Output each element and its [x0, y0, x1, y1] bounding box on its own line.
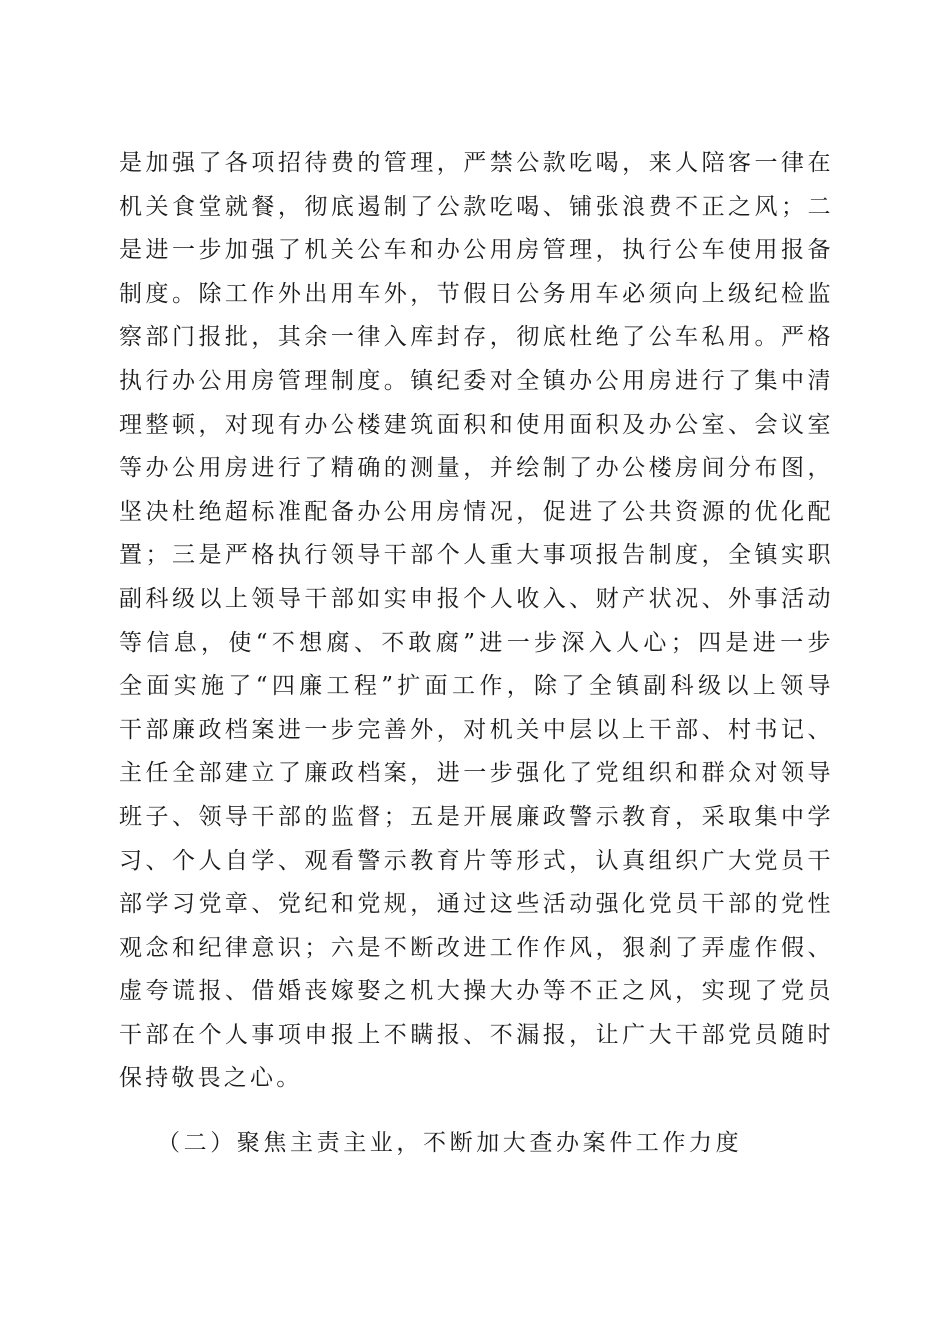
paragraph-line: 主任全部建立了廉政档案，进一步强化了党组织和群众对领导 — [119, 760, 831, 787]
paragraph-line: 置；三是严格执行领导干部个人重大事项报告制度，全镇实职 — [119, 542, 831, 569]
paragraph-line: 干部廉政档案进一步完善外，对机关中层以上干部、村书记、 — [119, 716, 831, 743]
paragraph-line-last: 保持敬畏之心。 — [119, 1065, 303, 1092]
body-paragraph — [119, 142, 831, 1101]
paragraph-line: 理整顿，对现有办公楼建筑面积和使用面积及办公室、会议室 — [119, 411, 831, 438]
paragraph-line: 机关食堂就餐，彻底遏制了公款吃喝、铺张浪费不正之风；二 — [119, 193, 831, 220]
paragraph-line: 制度。除工作外出用车外，节假日公务用车必须向上级纪检监 — [119, 280, 831, 307]
paragraph-line: 等办公用房进行了精确的测量，并绘制了办公楼房间分布图， — [119, 455, 831, 482]
paragraph-line: 虚夸谎报、借婚丧嫁娶之机大操大办等不正之风，实现了党员 — [119, 978, 831, 1005]
paragraph-line: 干部在个人事项申报上不瞒报、不漏报，让广大干部党员随时 — [119, 1021, 831, 1048]
paragraph-line: 观念和纪律意识；六是不断改进工作作风，狠刹了弄虚作假、 — [119, 934, 831, 961]
section-heading: （二）聚焦主责主业，不断加大查办案件工作力度 — [157, 1130, 743, 1156]
paragraph-line: 坚决杜绝超标准配备办公用房情况，促进了公共资源的优化配 — [119, 498, 831, 525]
paragraph-line: 察部门报批，其余一律入库封存，彻底杜绝了公车私用。严格 — [119, 324, 831, 351]
paragraph-line: 班子、领导干部的监督；五是开展廉政警示教育，采取集中学 — [119, 803, 831, 830]
paragraph-line: 副科级以上领导干部如实申报个人收入、财产状况、外事活动 — [119, 585, 831, 612]
paragraph-line: 部学习党章、党纪和党规，通过这些活动强化党员干部的党性 — [119, 891, 831, 918]
paragraph-line: 执行办公用房管理制度。镇纪委对全镇办公用房进行了集中清 — [119, 367, 831, 394]
paragraph-line: 习、个人自学、观看警示教育片等形式，认真组织广大党员干 — [119, 847, 831, 874]
paragraph-line: 是加强了各项招待费的管理，严禁公款吃喝，来人陪客一律在 — [119, 150, 831, 176]
paragraph-line: 等信息，使“不想腐、不敢腐”进一步深入人心；四是进一步 — [119, 629, 831, 656]
paragraph-line: 是进一步加强了机关公车和办公用房管理，执行公车使用报备 — [119, 237, 831, 264]
paragraph-line: 全面实施了“四廉工程”扩面工作，除了全镇副科级以上领导 — [119, 673, 831, 700]
